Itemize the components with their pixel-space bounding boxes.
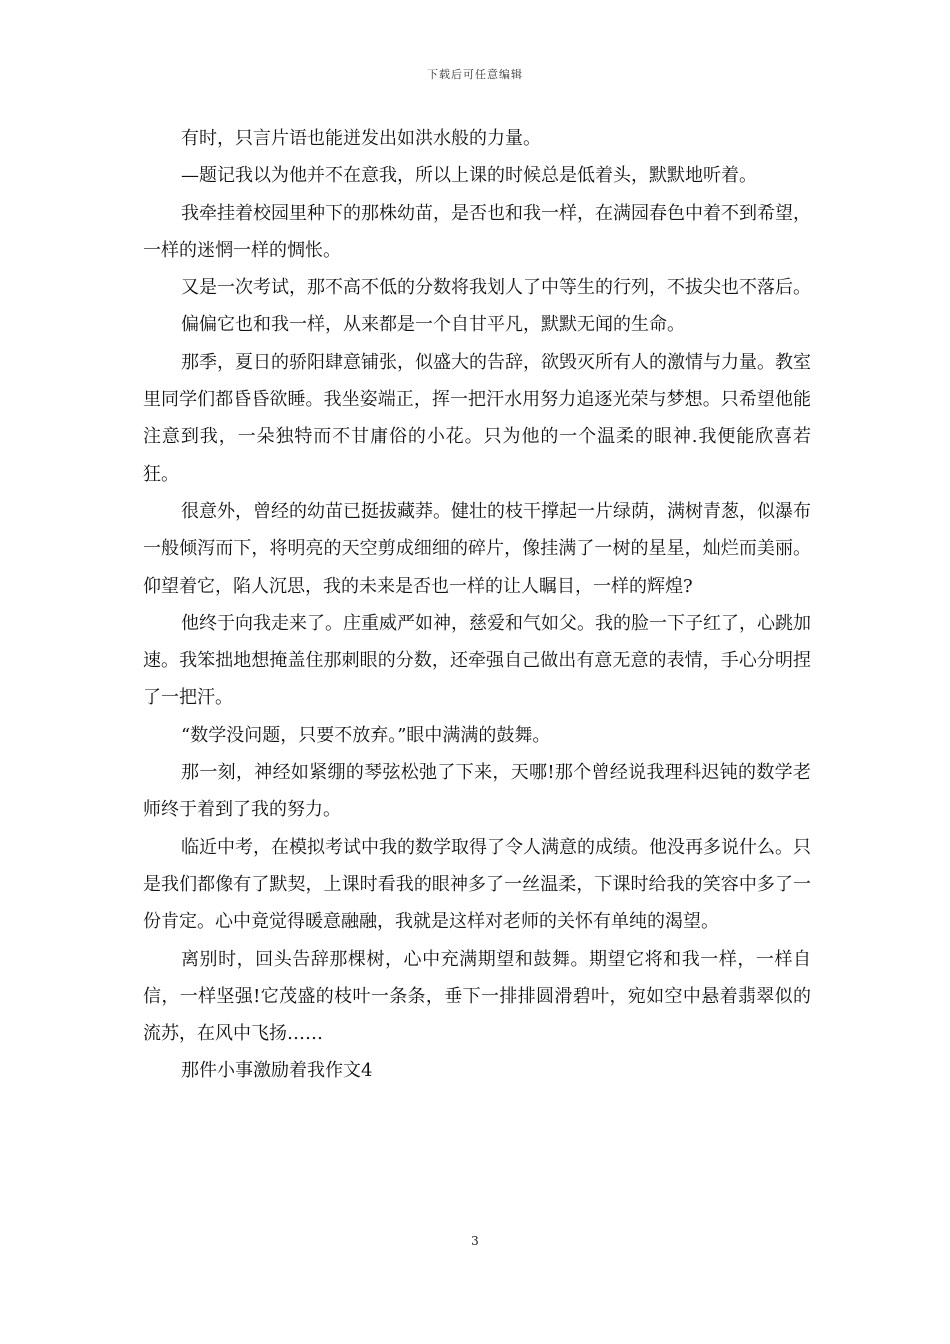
paragraph-7: 很意外，曾经的幼苗已挺拔藏莽。健壮的枝干撑起一片绿荫，满树青葱，似瀑布一般倾泻而下，将明亮的天空剪成细细的碎片，像挂满了一树的星星，灿烂而美丽。仰望着它，陷人沉思，我的未来是否也一样的让人瞩目，一样的辉煌? xyxy=(143,500,811,597)
paragraph-4: 又是一次考试，那不高不低的分数将我划人了中等生的行列，不拔尖也不落后。 xyxy=(181,277,811,299)
page-header: 下载后可任意编辑 xyxy=(427,68,523,81)
paragraph-12: 离别时，回头告辞那棵树，心中充满期望和鼓舞。期望它将和我一样，一样自信，一样坚强!它茂盛的枝叶一条条，垂下一排排圆滑碧叶，宛如空中悬着翡翠似的流苏，在风中飞扬…… xyxy=(143,948,811,1045)
document-body xyxy=(143,120,811,1090)
paragraph-8: 他终于向我走来了。庄重威严如神，慈爱和气如父。我的脸一下子红了，心跳加速。我笨拙地想掩盖住那刺眼的分数，还牵强自己做出有意无意的表情，手心分明捏了一把汗。 xyxy=(143,612,811,709)
page-number: 3 xyxy=(471,1234,479,1248)
paragraph-3: 我牵挂着校园里种下的那株幼苗，是否也和我一样，在满园春色中着不到希望，一样的迷惘一样的惆怅。 xyxy=(143,202,811,261)
paragraph-11: 临近中考，在模拟考试中我的数学取得了令人满意的成绩。他没再多说什么。只是我们都像有了默契，上课时看我的眼神多了一丝温柔，下课时给我的笑容中多了一份肯定。心中竟觉得暖意融融，我就是这样对老师的关怀有单纯的渴望。 xyxy=(143,836,811,933)
paragraph-5: 偏偏它也和我一样，从来都是一个自甘平凡，默默无闻的生命。 xyxy=(181,314,685,336)
paragraph-13: 那件小事激励着我作文4 xyxy=(181,1060,373,1082)
paragraph-9: “数学没问题，只要不放弃。”眼中满满的鼓舞。 xyxy=(181,724,551,746)
paragraph-6: 那季，夏日的骄阳肆意铺张，似盛大的告辞，欲毁灭所有人的激情与力量。教室里同学们都昏昏欲睡。我坐姿端正，挥一把汗水用努力追逐光荣与梦想。只希望他能注意到我，一朵独特而不甘庸俗的小花。只为他的一个温柔的眼神.我便能欣喜若狂。 xyxy=(143,351,811,485)
paragraph-2: —题记我以为他并不在意我，所以上课的时候总是低着头，默默地听着。 xyxy=(181,165,757,187)
paragraph-10: 那一刻，神经如紧绷的琴弦松弛了下来，天哪!那个曾经说我理科迟钝的数学老师终于着到了我的努力。 xyxy=(143,762,811,821)
paragraph-1: 有时，只言片语也能迸发出如洪水般的力量。 xyxy=(181,128,541,149)
